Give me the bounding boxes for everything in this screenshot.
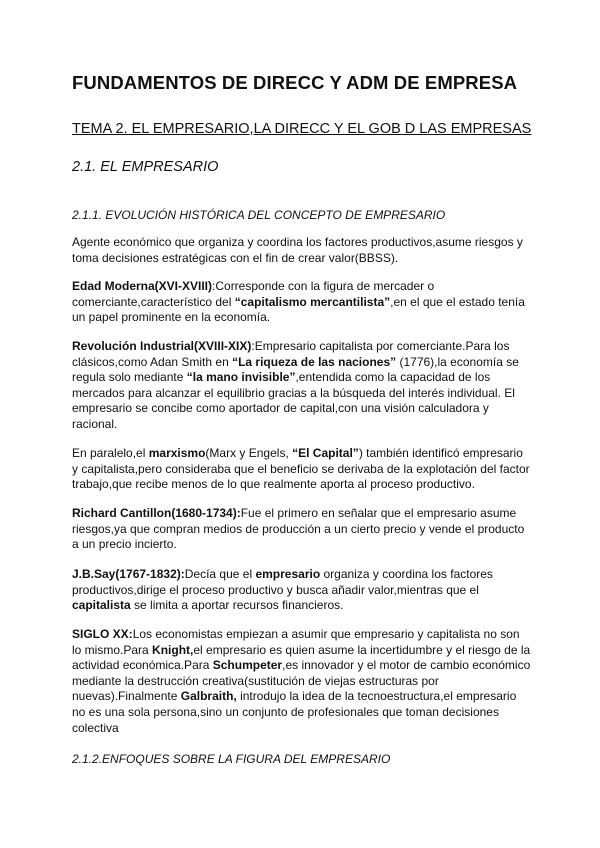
edad-moderna-paragraph: Edad Moderna(XVI-XVIII):Corresponde con la figura de mercader o comerciante,característico del “capitalismo mercantilista”,en el que el estado tenía un papel prominente en la economía. (72, 279, 525, 325)
cantillon-paragraph: Richard Cantillon(1680-1734):Fue el primero en señalar que el empresario asume riesgos,ya que compran medios de producción a un cierto precio y vende el producto a un precio incierto. (72, 506, 525, 552)
subsection-heading-evolucion: 2.1.1. EVOLUCIÓN HISTÓRICA DEL CONCEPTO DE EMPRESARIO (72, 208, 446, 222)
say-term: J.B.Say(1767-1832): (72, 567, 185, 581)
siglo-xx-term: SIGLO XX: (72, 627, 133, 641)
section-heading: 2.1. EL EMPRESARIO (72, 159, 219, 175)
subsection-heading-enfoques: 2.1.2.ENFOQUES SOBRE LA FIGURA DEL EMPRESARIO (72, 752, 391, 766)
revolucion-industrial-term: Revolución Industrial(XVIII-XIX) (72, 339, 252, 353)
intro-paragraph: Agente económico que organiza y coordina los factores productivos,asume riesgos y toma decisiones estratégicas con el fin de crear valor(BBSS). (72, 235, 523, 265)
tema-heading: TEMA 2. EL EMPRESARIO,LA DIRECC Y EL GOB D LAS EMPRESAS (72, 121, 532, 137)
revolucion-industrial-paragraph: Revolución Industrial(XVIII-XIX):Empresario capitalista por comerciante.Para los clásicos,como Adan Smith en “La riqueza de las naciones” (1776),la economía se regula solo mediante “la mano invisible”,entendida como la capacidad de los mercados para alcanzar el equilibrio gracias a la búsqueda del interés individual. El empresario se concibe como aportador de capital,con una visión calculadora y racional. (72, 339, 519, 431)
marxismo-paragraph: En paralelo,el marxismo(Marx y Engels, “El Capital”) también identificó empresario y capitalista,pero consideraba que el beneficio se derivaba de la explotación del factor trabajo,que recibe menos de lo que realmente aporta al proceso productivo. (72, 446, 530, 492)
say-paragraph: J.B.Say(1767-1832):Decía que el empresario organiza y coordina los factores productivos,dirige el proceso productivo y busca añadir valor,mientras que el capitalista se limita a aportar recursos financieros. (72, 567, 493, 613)
edad-moderna-term: Edad Moderna(XVI-XVIII) (72, 279, 213, 293)
cantillon-term: Richard Cantillon(1680-1734): (72, 506, 241, 520)
siglo-xx-paragraph: SIGLO XX:Los economistas empiezan a asumir que empresario y capitalista no son lo mismo.Para Knight,el empresario es quien asume la incertidumbre y el riesgo de la actividad económica.Para Schumpeter,es innovador y el motor de cambio económico mediante la destrucción creativa(sustitución de viejas estructuras por nuevas).Finalmente Galbraith, introdujo la idea de la tecnoestructura,el empresario no es una sola persona,sino un conjunto de profesionales que toman decisiones colectiva (72, 627, 531, 735)
document-title: FUNDAMENTOS DE DIRECC Y ADM DE EMPRESA (72, 72, 518, 93)
marxismo-term: marxismo (148, 446, 206, 460)
